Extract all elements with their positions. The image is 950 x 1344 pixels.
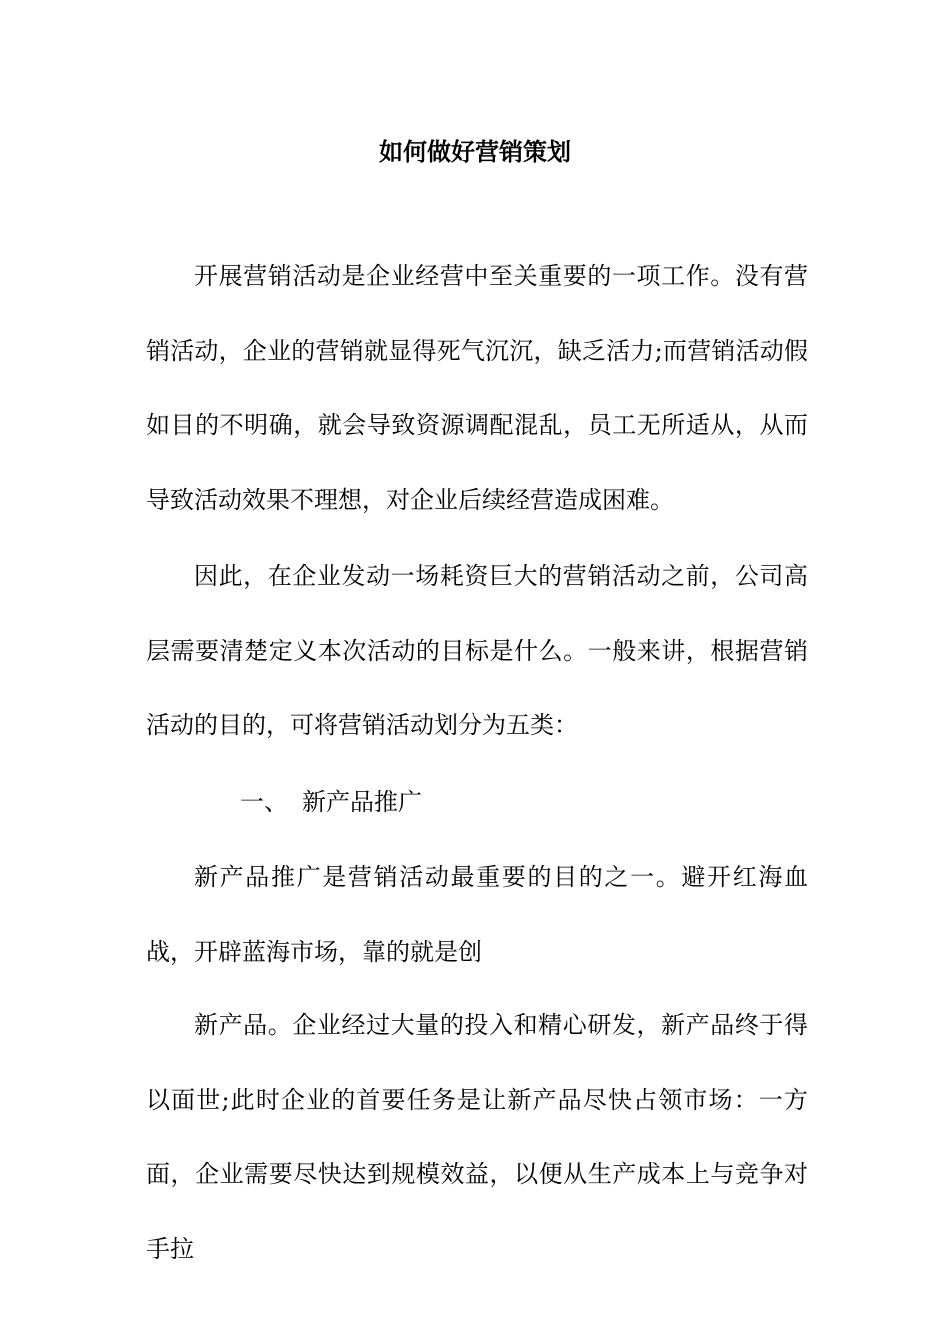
page-title: 如何做好营销策划 (379, 137, 571, 166)
section-number: 一、 (240, 788, 288, 816)
section-heading-text: 新产品推广 (302, 788, 422, 816)
paragraph-new-product-2: 新产品。企业经过大量的投入和精心研发，新产品终于得以面世;此时企业的首要任务是让新产品尽快占领市场：一方面，企业需要尽快达到规模效益，以便从生产成本上与竞争对手拉 (146, 1011, 808, 1263)
paragraph-new-product-1: 新产品推广是营销活动最重要的目的之一。避开红海血战，开辟蓝海市场，靠的就是创 (146, 863, 808, 966)
paragraph-classification: 因此，在企业发动一场耗资巨大的营销活动之前，公司高层需要清楚定义本次活动的目标是什么。一般来讲，根据营销活动的目的，可将营销活动划分为五类： (146, 562, 808, 739)
paragraph-intro: 开展营销活动是企业经营中至关重要的一项工作。没有营销活动，企业的营销就显得死气沉沉，缺乏活力;而营销活动假如目的不明确，就会导致资源调配混乱，员工无所适从，从而导致活动效果不理想，对企业后续经营造成困难。 (146, 262, 808, 514)
section-heading (240, 765, 422, 840)
